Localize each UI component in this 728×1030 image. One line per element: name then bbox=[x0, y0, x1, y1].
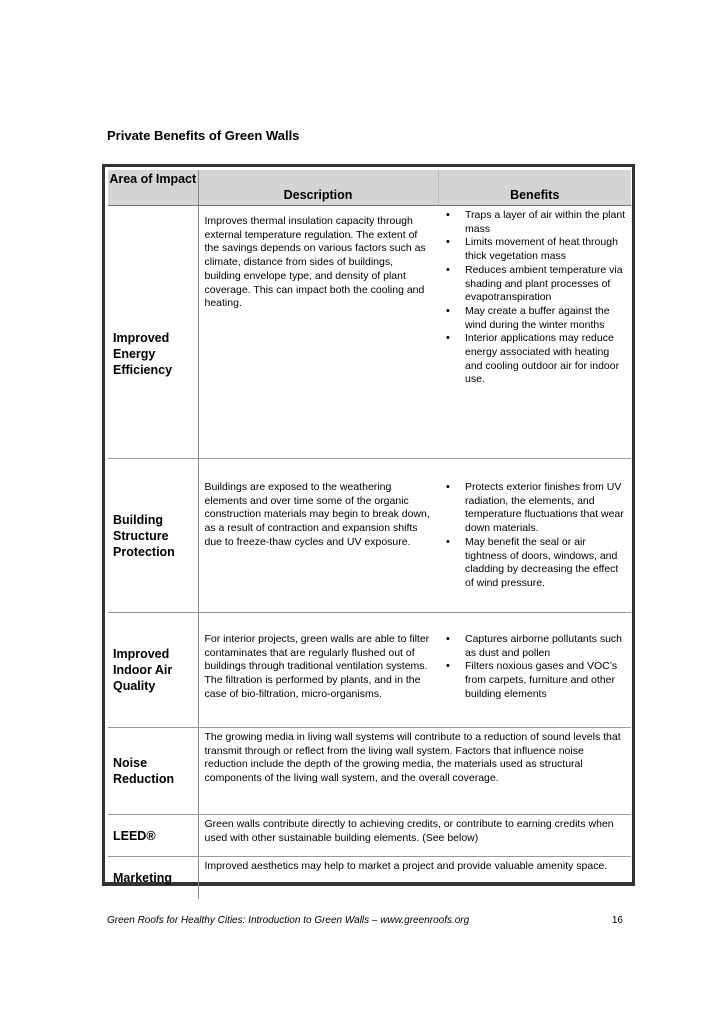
page-footer bbox=[107, 915, 623, 926]
benefit-text: Protects exterior finishes from UV radiation, the elements, and temperature fluctuations that wear down materials. bbox=[465, 481, 624, 535]
bullet-icon: • bbox=[446, 660, 450, 673]
bullet-icon: • bbox=[446, 236, 450, 249]
list-item bbox=[442, 209, 627, 236]
description-cell: Buildings are exposed to the weathering elements and over time some of the organic construction materials may begin to break down, as a result of contraction and expansion shifts due to freeze-thaw cycles and UV exposure. bbox=[198, 459, 438, 613]
benefit-text: Reduces ambient temperature via shading and plant processes of evapotranspiration bbox=[465, 263, 623, 304]
benefit-text: Captures airborne pollutants such as dust and pollen bbox=[465, 633, 623, 659]
area-cell: Building Structure Protection bbox=[108, 459, 198, 613]
bullet-icon: • bbox=[446, 633, 450, 645]
bullet-icon: • bbox=[446, 304, 450, 317]
benefits-cell bbox=[438, 206, 631, 459]
table-row bbox=[108, 857, 631, 899]
table-row bbox=[108, 613, 631, 728]
benefits-list bbox=[442, 633, 627, 702]
area-cell: Improved Energy Efficiency bbox=[108, 206, 198, 459]
description-cell: Improved aesthetics may help to market a project and provide valuable amenity space. bbox=[204, 860, 608, 872]
bullet-icon: • bbox=[446, 332, 450, 345]
table-row bbox=[108, 459, 631, 613]
description-cell: Green walls contribute directly to achieving credits, or contribute to earning credits when used with other sustainable building elements. (See below) bbox=[198, 815, 631, 857]
area-cell: Marketing bbox=[108, 857, 198, 899]
bullet-icon: • bbox=[446, 481, 450, 493]
page-number: 16 bbox=[611, 915, 623, 926]
list-item bbox=[442, 660, 627, 701]
table-row bbox=[108, 815, 631, 857]
list-item bbox=[442, 536, 627, 591]
table-row bbox=[108, 206, 631, 459]
list-item bbox=[442, 481, 627, 536]
bullet-icon: • bbox=[446, 209, 450, 221]
benefit-text: Traps a layer of air within the plant mass bbox=[465, 209, 626, 235]
benefits-table bbox=[108, 170, 631, 899]
description-cell: Improves thermal insulation capacity through external temperature regulation. The extent of the savings depends on various factors such as climate, distance from sides of buildings, building envelope type, and density of plant coverage. This can impact both the cooling and heating. bbox=[198, 206, 438, 459]
list-item bbox=[442, 236, 627, 263]
list-item bbox=[442, 264, 627, 305]
area-cell: Improved Indoor Air Quality bbox=[108, 613, 198, 728]
table-header-row bbox=[108, 170, 631, 206]
benefit-text: Interior applications may reduce energy associated with heating and cooling outdoor air for indoor use. bbox=[465, 332, 620, 386]
benefit-text: May benefit the seal or air tightness of doors, windows, and cladding by decreasing the effect of wind pressure. bbox=[465, 535, 619, 589]
area-cell: LEED® bbox=[108, 815, 198, 857]
list-item bbox=[442, 332, 627, 387]
bullet-icon: • bbox=[446, 263, 450, 276]
bullet-icon: • bbox=[446, 535, 450, 548]
description-cell: For interior projects, green walls are able to filter contaminates that are regularly flushed out of buildings through traditional ventilation systems. The filtration is performed by plants, and in the case of bio-filtration, micro-organisms. bbox=[198, 613, 438, 728]
header-area: Area of Impact bbox=[108, 170, 198, 206]
description-cell: The growing media in living wall systems will contribute to a reduction of sound levels that transmit through or reflect from the living wall system. Factors that influence noise reduction include the depth of the growing media, the materials used as structural components of the living wall system, and the overall coverage. bbox=[198, 728, 631, 815]
header-benefits: Benefits bbox=[438, 170, 631, 206]
footer-text: Green Roofs for Healthy Cities: Introduction to Green Walls – www.greenroofs.org bbox=[107, 915, 470, 926]
area-cell: Noise Reduction bbox=[108, 728, 198, 815]
benefits-list bbox=[442, 209, 627, 387]
benefits-list bbox=[442, 481, 627, 591]
benefit-text: Filters noxious gases and VOC’s from carpets, furniture and other building elements bbox=[465, 660, 618, 700]
benefit-text: Limits movement of heat through thick vegetation mass bbox=[465, 236, 618, 263]
page-title: Private Benefits of Green Walls bbox=[107, 128, 300, 143]
header-description: Description bbox=[198, 170, 438, 206]
benefits-cell bbox=[438, 459, 631, 613]
benefit-text: May create a buffer against the wind during the winter months bbox=[465, 304, 610, 331]
list-item bbox=[442, 633, 627, 660]
list-item bbox=[442, 305, 627, 332]
table-row bbox=[108, 728, 631, 815]
benefits-cell bbox=[438, 613, 631, 728]
